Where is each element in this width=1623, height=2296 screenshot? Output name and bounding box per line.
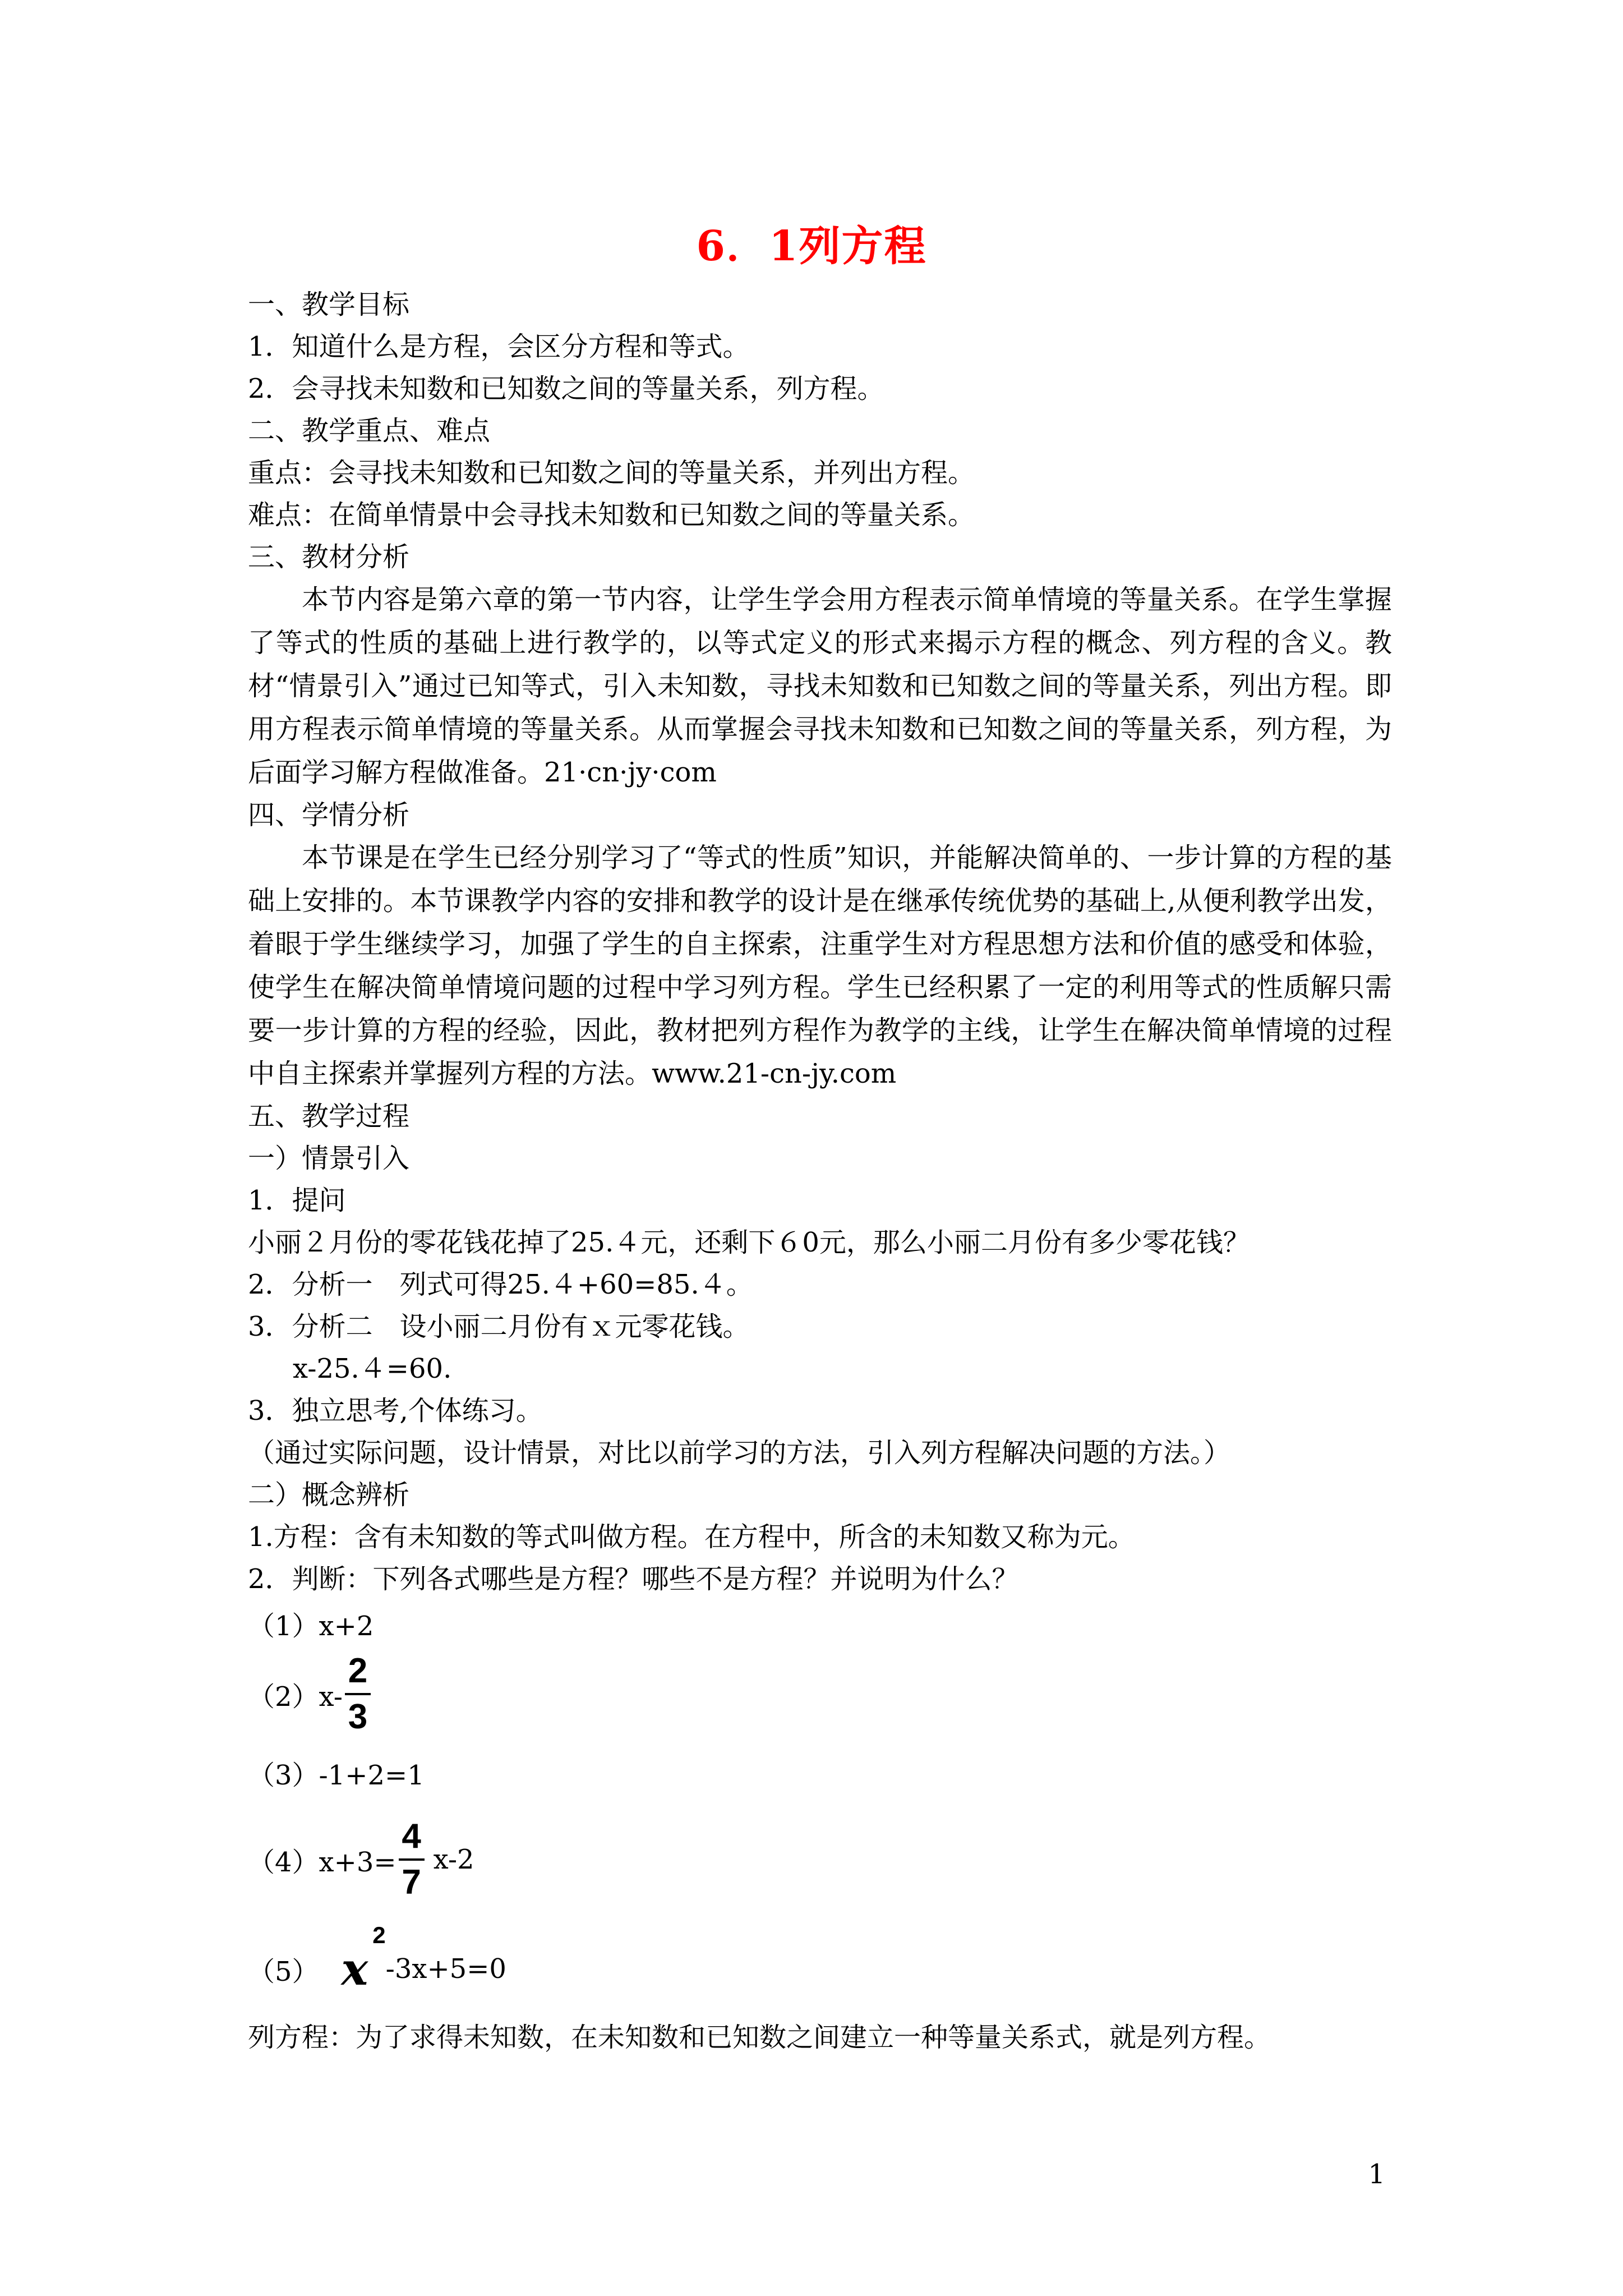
fraction-denominator: 3	[348, 1697, 368, 1736]
objective-item-2: 2．会寻找未知数和已知数之间的等量关系，列方程。	[248, 373, 884, 404]
expression-5-prefix: （5）	[248, 1955, 319, 1987]
expression-5-exponent: 2	[372, 1922, 386, 1948]
analysis-one: 2．分析一 列式可得25.４+60=85.４。	[248, 1269, 753, 1300]
equation-line: x-25.４=60.	[293, 1353, 452, 1384]
practice-line: 3．独立思考,个体练习。	[248, 1395, 543, 1427]
expression-5	[248, 1904, 1392, 2017]
judge-question: 2．判断：下列各式哪些是方程？哪些不是方程？并说明为什么？	[248, 1563, 1019, 1595]
subsection-intro: 一）情景引入	[248, 1143, 410, 1174]
equation-definition: 1.方程：含有未知数的等式叫做方程。在方程中，所含的未知数又称为元。	[248, 1521, 1135, 1553]
expression-1: （1）x+2	[248, 1611, 374, 1642]
difficult-point: 难点：在简单情景中会寻找未知数和已知数之间的等量关系。	[248, 499, 975, 531]
question-text: 小丽２月份的零花钱花掉了25.４元，还剩下６0元，那么小丽二月份有多少零花钱？	[248, 1227, 1250, 1258]
section-heading-focus: 二、教学重点、难点	[248, 415, 491, 447]
section-heading-objectives: 一、教学目标	[248, 289, 410, 320]
page-title: 6．1列方程	[696, 222, 927, 270]
page-number: 1	[1368, 2159, 1385, 2190]
list-equation-definition: 列方程：为了求得未知数，在未知数和已知数之间建立一种等量关系式，就是列方程。	[248, 2022, 1271, 2053]
material-analysis-paragraph: 本节内容是第六章的第一节内容，让学生学会用方程表示简单情境的等量关系。在学生掌握了等式的性质的基础上进行教学的，以等式定义的形式来揭示方程的概念、列方程的含义。教材“情景引入”通过已知等式，引入未知数，寻找未知数和已知数之间的等量关系，列出方程。即用方程表示简单情境的等量关系。从而掌握会寻找未知数和已知数之间的等量关系，列方程，为后面学习解方程做准备。21·cn·jy·com	[248, 584, 1392, 788]
fraction-four-sevenths	[399, 1819, 425, 1900]
teaching-note: （通过实际问题，设计情景，对比以前学习的方法，引入列方程解决问题的方法。）	[248, 1437, 1231, 1469]
key-point: 重点：会寻找未知数和已知数之间的等量关系，并列出方程。	[248, 457, 975, 489]
section-heading-material: 三、教材分析	[248, 541, 410, 573]
expression-4-prefix: （4）x+3=	[248, 1846, 396, 1878]
expression-5-variable: x	[341, 1943, 368, 1995]
objective-item-1: 1．知道什么是方程，会区分方程和等式。	[248, 331, 750, 362]
expression-3: （3）-1+2=1	[248, 1760, 425, 1791]
subsection-concept: 二）概念辨析	[248, 1479, 410, 1511]
fraction-denominator: 7	[402, 1863, 421, 1902]
section-heading-process: 五、教学过程	[248, 1101, 410, 1132]
document-body	[248, 284, 1392, 2059]
analysis-two: 3．分析二 设小丽二月份有ｘ元零花钱。	[248, 1311, 750, 1342]
expression-4-suffix: x-2	[433, 1844, 474, 1875]
expression-4	[248, 1815, 1392, 1904]
expression-2-prefix: （2）x-	[248, 1681, 343, 1713]
expression-2	[248, 1652, 1392, 1736]
expression-5-suffix: -3x+5=0	[385, 1953, 506, 1985]
fraction-numerator: 2	[348, 1651, 368, 1690]
fraction-numerator: 4	[402, 1817, 421, 1856]
section-heading-students: 四、学情分析	[248, 799, 410, 831]
student-analysis-paragraph: 本节课是在学生已经分别学习了“等式的性质”知识，并能解决简单的、一步计算的方程的基础上安排的。本节课教学内容的安排和教学的设计是在继承传统优势的基础上,从便利教学出发，着眼于学生继续学习，加强了学生的自主探索，注重学生对方程思想方法和价值的感受和体验，使学生在解决简单情境问题的过程中学习列方程。学生已经积累了一定的利用等式的性质解只需要一步计算的方程的经验，因此，教材把列方程作为教学的主线，让学生在解决简单情境的过程中自主探索并掌握列方程的方法。www.21-cn-jy.com	[248, 842, 1392, 1089]
question-label: 1．提问	[248, 1185, 346, 1216]
fraction-two-thirds	[345, 1651, 371, 1736]
